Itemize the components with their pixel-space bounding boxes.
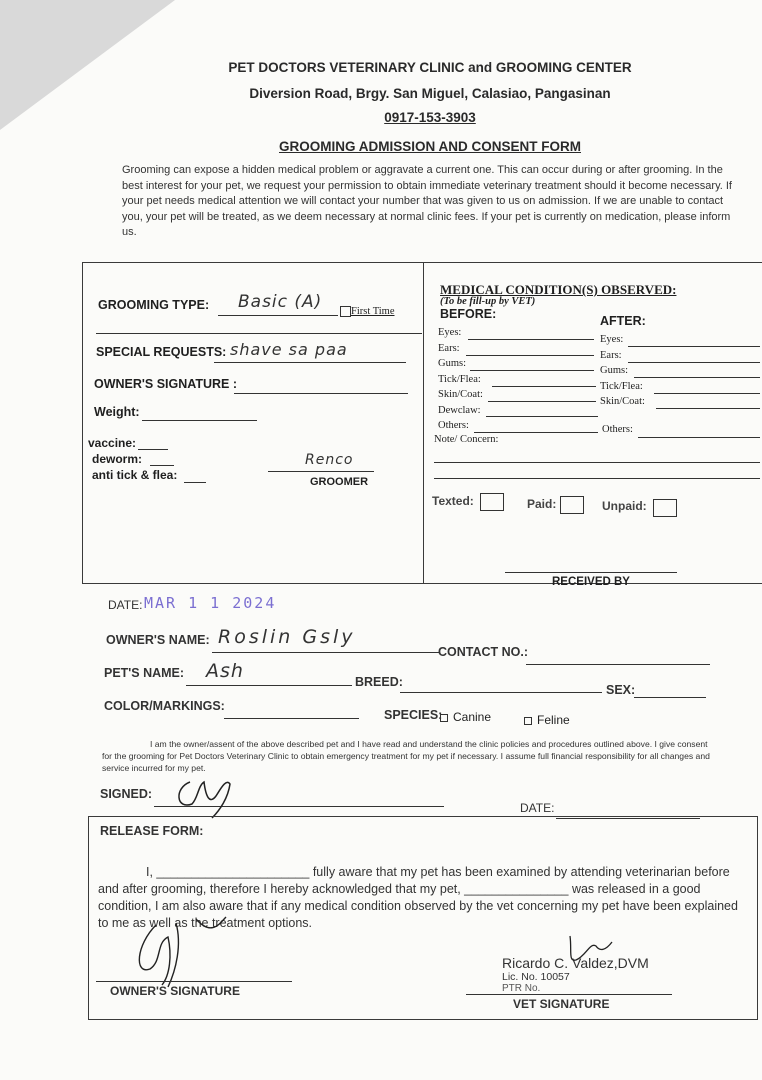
weight-label: Weight: <box>94 405 140 419</box>
medical-subtitle: (To be fill-up by VET) <box>440 296 536 307</box>
pet-name-value[interactable]: Ash <box>206 660 244 682</box>
after-field: Tick/Flea: <box>600 380 643 392</box>
vet-signature-scribble <box>560 930 620 970</box>
after-field: Gums: <box>600 365 629 376</box>
after-gums-line[interactable] <box>634 377 760 378</box>
release-owner-signature-line[interactable] <box>96 981 292 982</box>
anti-tick-line[interactable] <box>184 482 206 483</box>
texted-checkbox[interactable] <box>480 493 504 511</box>
vet-signature-label: VET SIGNATURE <box>513 997 610 1011</box>
species-label: SPECIES: <box>384 708 443 722</box>
clinic-phone: 0917-153-3903 <box>384 110 476 125</box>
divider-line <box>96 333 422 334</box>
after-field: Skin/Coat: <box>600 396 645 407</box>
before-eyes-line[interactable] <box>468 339 594 340</box>
special-requests-value[interactable]: shave sa paa <box>230 340 348 359</box>
note-line-1[interactable] <box>434 462 760 463</box>
grooming-type-label: GROOMING TYPE: <box>98 298 210 312</box>
contact-line[interactable] <box>526 664 710 665</box>
folded-corner <box>0 0 175 130</box>
paid-checkbox[interactable] <box>560 496 584 514</box>
owner-signature-line[interactable] <box>234 393 408 394</box>
contact-label: CONTACT NO.: <box>438 645 529 659</box>
unpaid-label: Unpaid: <box>602 499 647 513</box>
unpaid-checkbox[interactable] <box>653 499 677 517</box>
box-divider <box>423 262 424 584</box>
consent-paragraph: I am the owner/assent of the above described pet and I have read and understand the clinic policies and procedures outlined above. I give consent for the grooming for Pet Doctors Veterinary Clinic to obtain emergency treatment for my pet if necessary. I assume full financial responsibility for all changes and service incurred for my pet. <box>102 739 710 773</box>
vet-signature-line[interactable] <box>466 994 672 995</box>
before-skin-line[interactable] <box>488 401 596 402</box>
after-field: Ears: <box>600 349 622 361</box>
date2-label: DATE: <box>520 801 555 815</box>
color-label: COLOR/MARKINGS: <box>104 699 225 713</box>
after-field: Eyes: <box>600 334 624 345</box>
deworm-line[interactable] <box>150 465 174 466</box>
groomer-name: Renco <box>305 452 354 468</box>
received-by-label: RECEIVED BY <box>552 576 630 588</box>
pet-name-label: PET'S NAME: <box>104 666 185 680</box>
after-ears-line[interactable] <box>628 362 760 363</box>
special-requests-label: SPECIAL REQUESTS: <box>96 345 227 359</box>
canine-label: Canine <box>453 710 492 724</box>
after-tick-line[interactable] <box>654 393 760 394</box>
after-fields <box>600 332 645 410</box>
special-requests-line <box>214 362 406 363</box>
vet-license: Lic. No. 10057 <box>502 971 570 983</box>
species-canine-option[interactable] <box>440 710 491 724</box>
release-title: RELEASE FORM: <box>100 824 204 838</box>
after-others-line[interactable] <box>638 437 760 438</box>
groomer-line <box>268 471 374 472</box>
before-field: Tick/Flea: <box>438 373 481 385</box>
owner-name-line <box>212 652 440 653</box>
before-field: Gums: <box>438 358 467 369</box>
canine-checkbox[interactable] <box>440 714 448 722</box>
signed-label: SIGNED: <box>100 787 153 801</box>
before-field: Dewclaw: <box>438 404 481 416</box>
vaccine-line[interactable] <box>138 449 168 450</box>
owner-signature-label: OWNER'S SIGNATURE : <box>94 377 238 391</box>
feline-checkbox[interactable] <box>524 717 532 725</box>
weight-line[interactable] <box>142 420 257 421</box>
after-eyes-line[interactable] <box>628 346 760 347</box>
grooming-type-line <box>218 315 338 316</box>
before-ears-line[interactable] <box>466 355 594 356</box>
first-time-option[interactable] <box>340 306 394 317</box>
before-dewclaw-line[interactable] <box>486 416 598 417</box>
texted-label: Texted: <box>432 494 474 508</box>
first-time-checkbox[interactable] <box>340 306 351 317</box>
before-field: Others: <box>438 420 469 431</box>
date-stamp: MAR 1 1 2024 <box>144 594 277 612</box>
paid-label: Paid: <box>527 497 557 511</box>
clinic-name: PET DOCTORS VETERINARY CLINIC and GROOMING CENTER <box>228 60 632 75</box>
after-skin-line[interactable] <box>656 408 760 409</box>
release-owner-signature-scribble <box>116 915 246 990</box>
pet-name-line <box>186 685 352 686</box>
vaccine-label: vaccine: <box>88 436 137 450</box>
before-field: Skin/Coat: <box>438 389 483 400</box>
color-line[interactable] <box>224 718 359 719</box>
before-others-line[interactable] <box>474 432 598 433</box>
form-title: GROOMING ADMISSION AND CONSENT FORM <box>279 139 581 154</box>
date-label: DATE: <box>108 598 143 612</box>
owner-name-label: OWNER'S NAME: <box>106 633 210 647</box>
before-label: BEFORE: <box>440 307 497 321</box>
before-gums-line[interactable] <box>470 370 594 371</box>
before-field: Ears: <box>438 342 460 354</box>
note-line-2[interactable] <box>434 478 760 479</box>
owner-name-value[interactable]: Roslin Gsly <box>218 626 356 648</box>
deworm-label: deworm: <box>92 452 143 466</box>
feline-label: Feline <box>537 713 570 727</box>
sex-line[interactable] <box>634 697 706 698</box>
after-label: AFTER: <box>600 314 646 328</box>
first-time-label: First Time <box>351 306 395 317</box>
clinic-address: Diversion Road, Brgy. San Miguel, Calasiao, Pangasinan <box>249 86 611 101</box>
sex-label: SEX: <box>606 683 636 697</box>
grooming-type-value[interactable]: Basic (A) <box>238 292 323 312</box>
groomer-label: GROOMER <box>310 476 369 488</box>
before-tick-line[interactable] <box>492 386 596 387</box>
anti-tick-label: anti tick & flea: <box>92 468 178 482</box>
before-field: Eyes: <box>438 327 462 338</box>
release-owner-signature-label: OWNER'S SIGNATURE <box>110 984 240 998</box>
species-feline-option[interactable] <box>524 713 570 727</box>
breed-line[interactable] <box>400 692 602 693</box>
after-others-label: Others: <box>602 424 633 435</box>
breed-label: BREED: <box>355 675 403 689</box>
medical-title: MEDICAL CONDITION(S) OBSERVED: <box>440 282 677 297</box>
before-fields <box>438 325 483 434</box>
vet-name: Ricardo C. Valdez,DVM <box>502 955 649 971</box>
vet-ptr: PTR No. <box>502 983 541 994</box>
note-label: Note/ Concern: <box>434 434 499 445</box>
intro-paragraph: Grooming can expose a hidden medical problem or aggravate a current one. This can occur during or after grooming. In the best interest for your pet, we request your permission to obtain immediate veterinary treatment should it become necessary. If your pet needs medical attention we will contact your number that was given to us on admission. If we are unable to contact you, your pet will be treated, as we deem necessary at normal clinic fees. If your pet is currently on medication, please inform us. <box>122 164 732 238</box>
received-by-line[interactable] <box>505 572 677 573</box>
release-body: I, ______________________ fully aware that my pet has been examined by attending veterinarian before and after grooming, therefore I hereby acknowledged that my pet, _______________ was released in a good condition, I am also aware that if any medical condition observed by the vet concerning my pet have been explained to me as well as the treatment options. <box>98 865 738 930</box>
